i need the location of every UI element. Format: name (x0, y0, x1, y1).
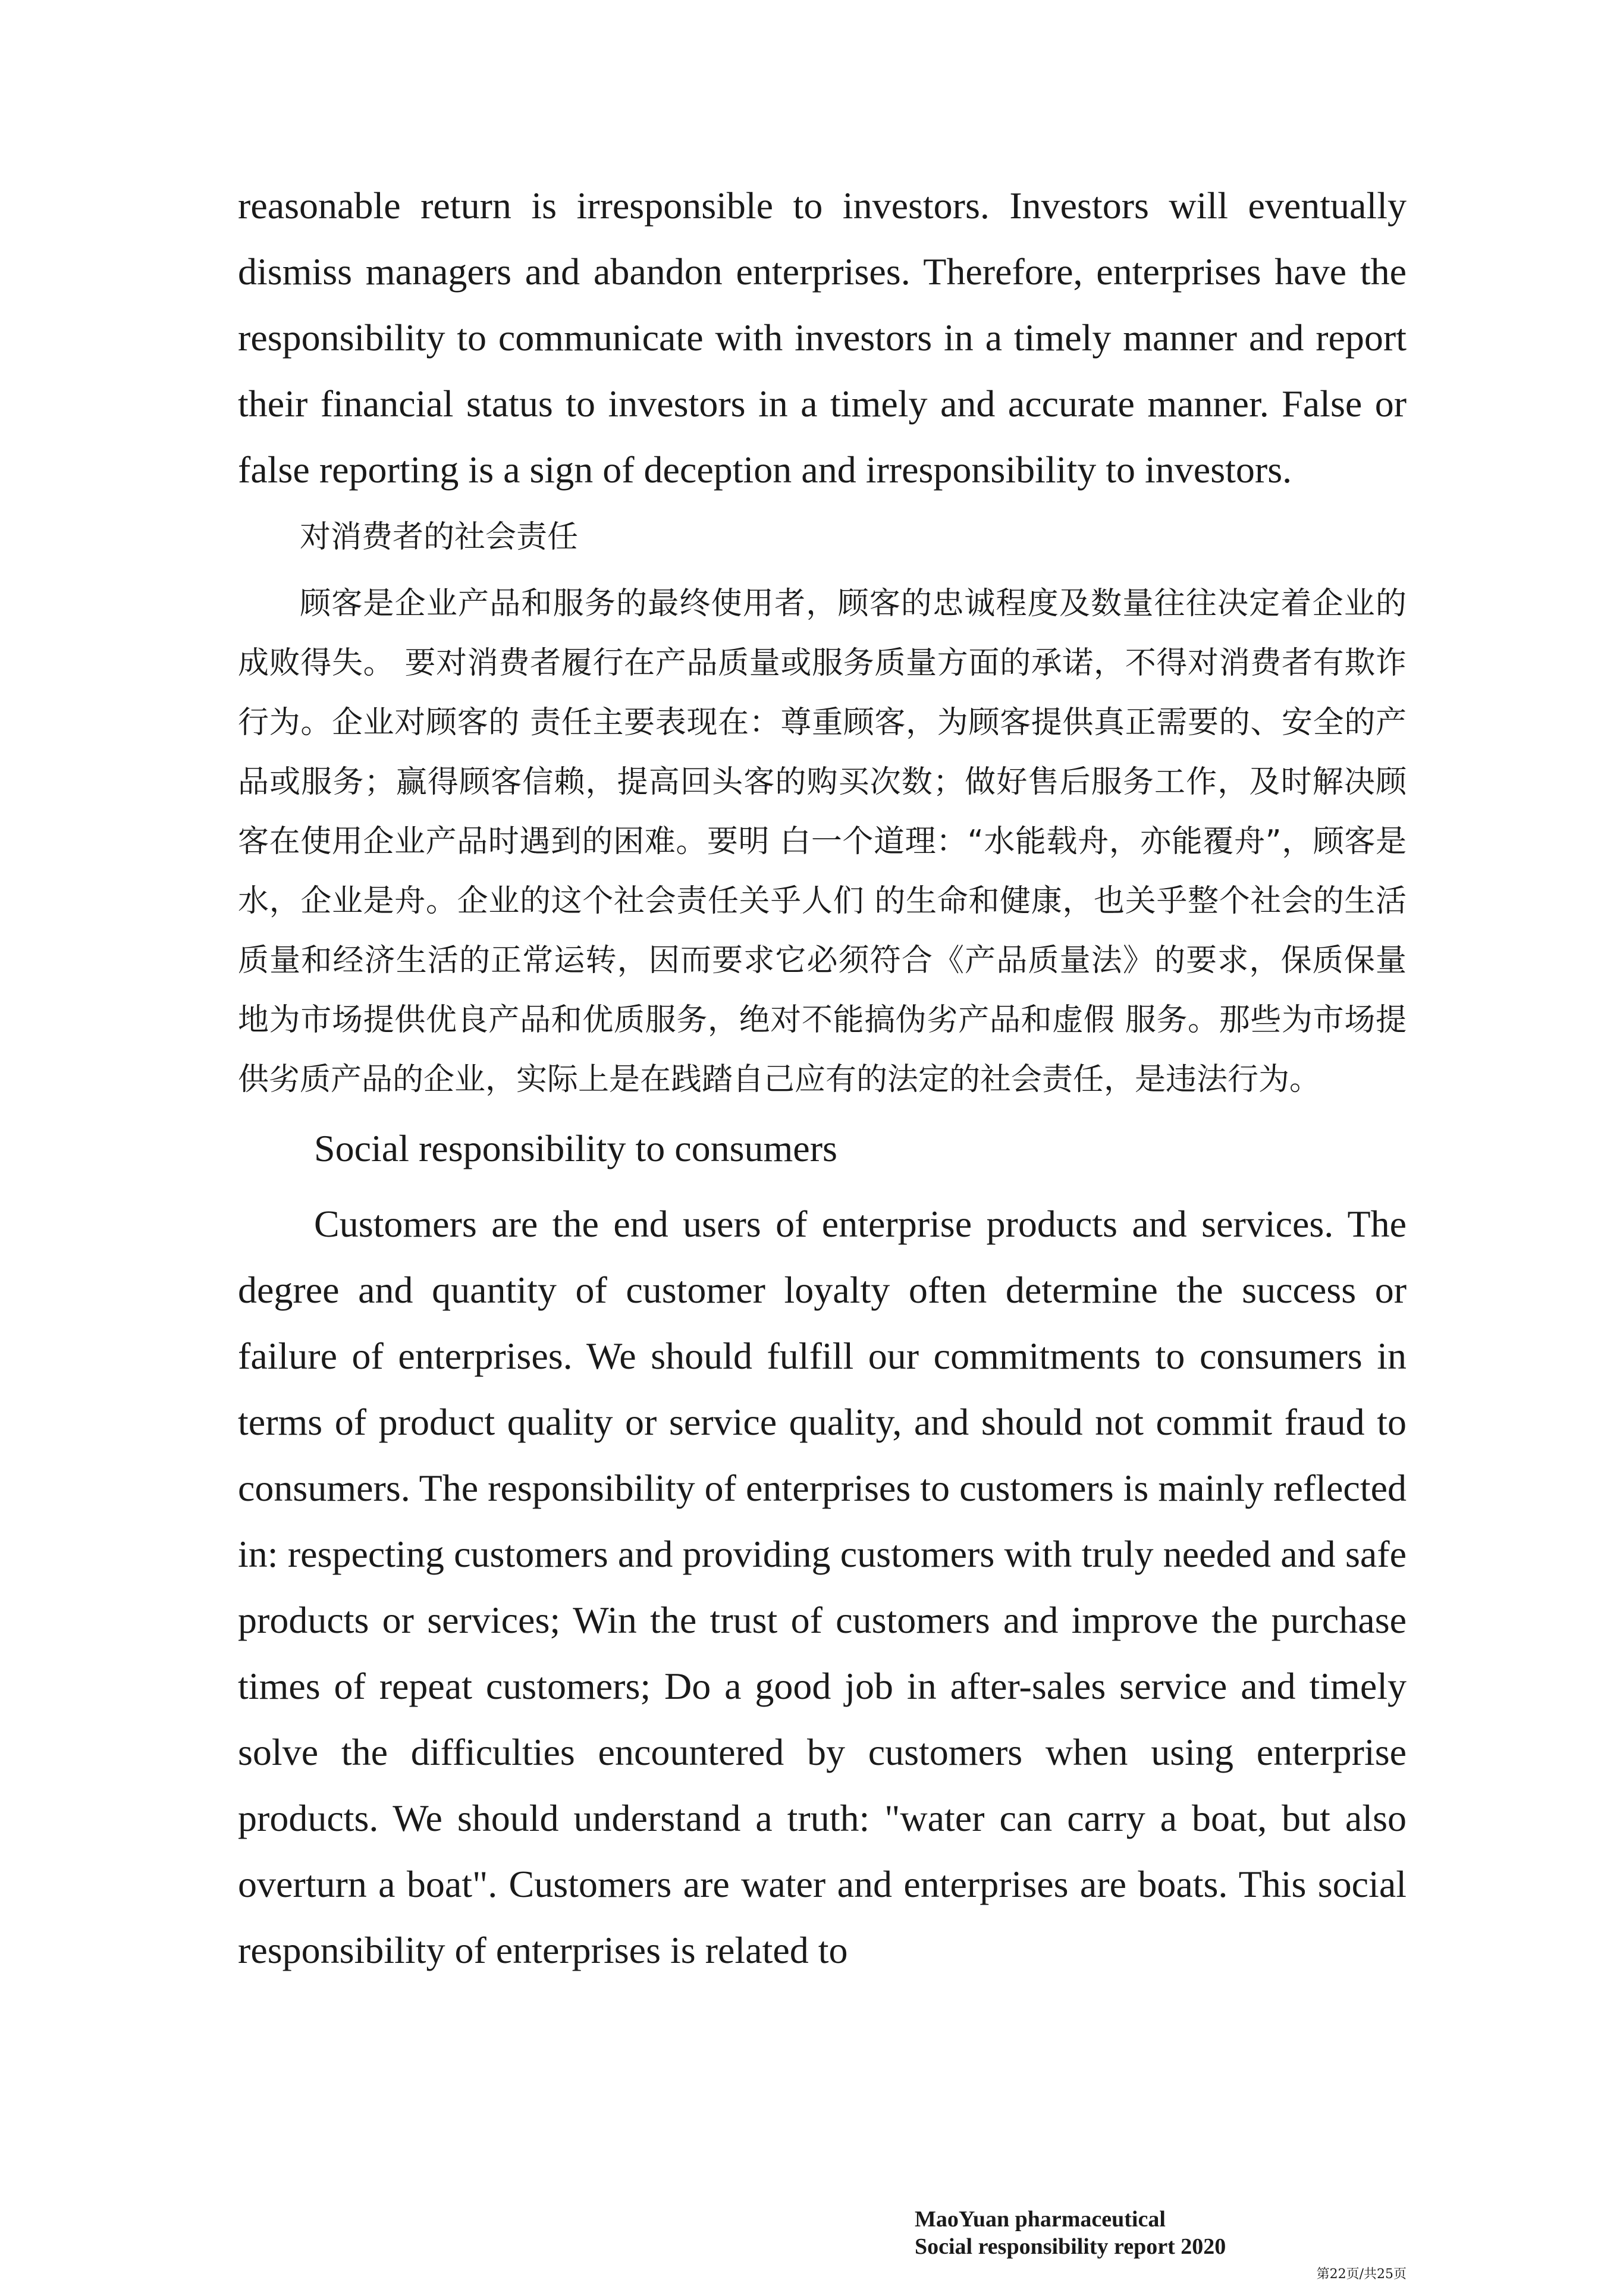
page-body (238, 172, 1407, 1983)
en-paragraph-consumers: Customers are the end users of enterprise products and services. The degree and quantity of customer loyalty often determine the success or failure of enterprises. We should fulfill our commitments to consumers in terms of product quality or service quality, and should not commit fraud to consumers. The responsibility of enterprises to customers is mainly reflected in: respecting customers and providing customers with truly needed and safe products or services; Win the trust of customers and improve the purchase times of repeat customers; Do a good job in after-sales service and timely solve the difficulties encountered by customers when using enterprise products. We should understand a truth: "water can carry a boat, but also overturn a boat". Customers are water and enterprises are boats. This social responsibility of enterprises is related to (238, 1203, 1407, 1971)
footer-company: MaoYuan pharmaceutical (915, 2207, 1166, 2232)
paragraph-investors-continued: reasonable return is irresponsible to investors. Investors will eventually dismiss managers and abandon enterprises. Therefore, enterprises have the responsibility to communicate with investors in a timely manner and report their financial status to investors in a timely and accurate manner. False or false reporting is a sign of deception and irresponsibility to investors. (238, 184, 1407, 491)
page-number: 第22页/共25页 (1316, 2267, 1407, 2282)
report-footer (915, 2206, 1226, 2260)
cn-paragraph-consumers: 顾客是企业产品和服务的最终使用者，顾客的忠诚程度及数量往往决定着企业的成败得失。 要对消费者履行在产品质量或服务质量方面的承诺，不得对消费者有欺诈行为。企业对顾客的 责任主要表现在：尊重顾客，为顾客提供真正需要的、安全的产品或服务；赢得顾客信赖，提高回头客的购买次数；做好售后服务工作，及时解决顾客在使用企业产品时遇到的困难。要明 白一个道理：“水能载舟，亦能覆舟”，顾客是水，企业是舟。企业的这个社会责任关乎人们 的生命和健康，也关乎整个社会的生活质量和经济生活的正常运转，因而要求它必须符合《产品质量法》的要求，保质保量地为市场提供优良产品和优质服务，绝对不能搞伪劣产品和虚假 服务。那些为市场提供劣质产品的企业，实际上是在践踏自己应有的法定的社会责任，是违法行为。 (238, 586, 1407, 1097)
en-section-heading: Social responsibility to consumers (314, 1127, 837, 1169)
cn-section-heading: 对消费者的社会责任 (300, 519, 579, 555)
footer-report-title: Social responsibility report 2020 (915, 2234, 1226, 2259)
